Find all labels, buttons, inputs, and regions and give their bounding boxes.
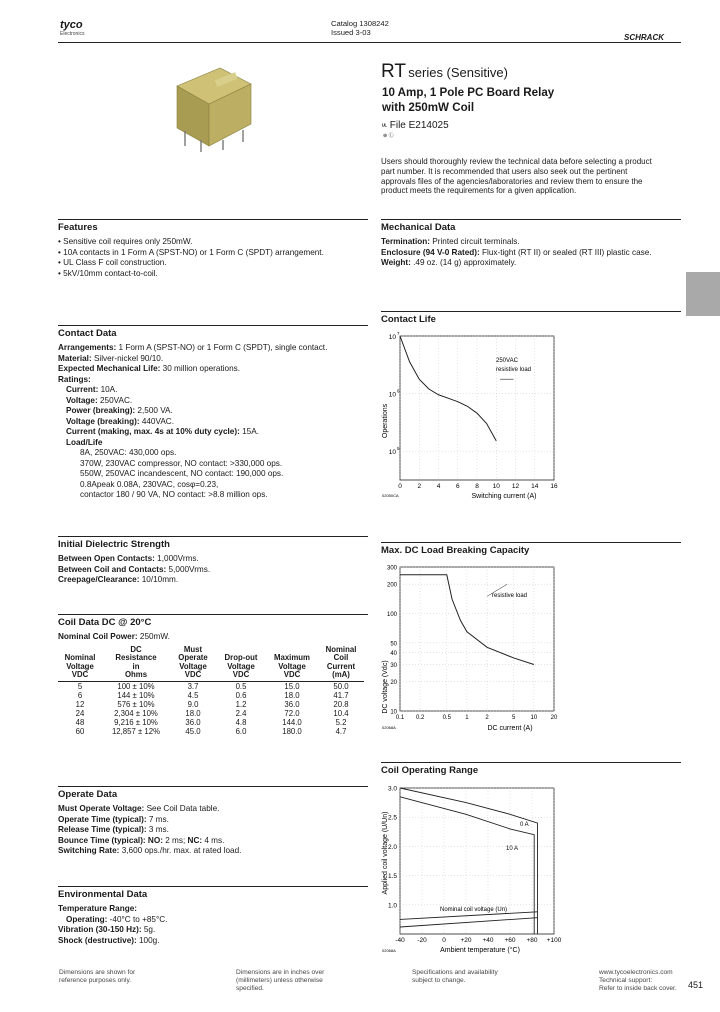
series-line [400,336,496,441]
feature-item: • 5kV/10mm contact-to-coil. [58,268,158,278]
col-dc-resistance: DC Resistance in Ohms [115,644,157,680]
coil-range-ylabel: Applied coil voltage (U/Un) [382,811,389,895]
dielectric-creepage: Creepage/Clearance: 10/10mm. [58,575,179,585]
intro-line: approvals files of the agencies/laboratories and review them to ensure the [381,176,643,186]
footer-reference: Dimensions are shown for reference purposes only. [59,969,136,985]
contact-ratings-label: Ratings: [58,374,91,384]
contact-material: Material: Silver-nickel 90/10. [58,353,164,363]
tick-exponent: 6 [397,388,400,394]
features-title: Features [58,222,98,233]
section-tab [686,272,720,316]
operate-time: Operate Time (typical): 7 ms. [58,814,169,824]
mechanical-data-section [381,219,681,269]
tick-label: +60 [504,937,516,944]
rating-voltage-breaking: Voltage (breaking): 440VAC. [66,416,174,426]
col-drop-out: Drop-out Voltage VDC [224,653,258,680]
tick-label: 1.0 [387,902,397,910]
rating-current: Current: 10A. [66,385,118,395]
tick-label: 4 [436,483,441,490]
tick-label: 0 [398,483,402,490]
csa-mark: ⊕ Ⓛ [383,133,394,139]
tick-label: -20 [417,937,427,944]
coil-range-chart [370,778,570,960]
coil-table-header [58,646,364,682]
dielectric-open-contacts: Between Open Contacts: 1,000Vrms. [58,554,199,564]
coil-nominal-power: Nominal Coil Power: 250mW. [58,632,170,642]
page-number: 451 [688,980,704,990]
tick-label: 16 [550,483,558,490]
feature-item: • 10A contacts in 1 Form A (SPST-NO) or 1 Form C (SPDT) arrangement. [58,247,324,257]
header-rule [58,42,681,43]
tick-label: +20 [460,937,472,944]
temperature-range: Temperature Range: [58,904,138,914]
tick-label: 10 [388,391,396,399]
brand-logo: tyco [60,19,83,31]
dielectric-section [58,536,368,586]
series-title [381,60,508,84]
termination: Termination: Printed circuit terminals. [381,237,520,247]
table-row: 6 144 ± 10% 4.5 0.6 18.0 41.7 [77,690,349,700]
rating-power: Power (breaking): 2,500 VA. [66,406,173,416]
intro-text [381,157,681,196]
contact-life-title: Contact Life [381,314,436,325]
tick-label: 20 [550,715,558,721]
col-coil-current: Nominal Coil Current (mA) [325,644,357,680]
tick-label: 12 [511,483,520,490]
tick-label: 0.2 [415,715,425,721]
catalog-info [331,20,389,37]
contact-mech-life: Expected Mechanical Life: 30 million operations. [58,364,241,374]
rating-current-making: Current (making, max. 4s at 10% duty cycle): 15A. [66,427,259,437]
table-row: 5 100 ± 10% 3.7 0.5 15.0 50.0 [77,681,349,691]
dc-capacity-ylabel: DC voltage (Vdc) [382,660,389,714]
operate-data-section [58,786,368,857]
table-row: 12 576 ± 10% 9.0 1.2 36.0 20.8 [75,699,349,709]
tick-label: 0.5 [442,715,451,721]
tick-label: 2 [417,483,422,490]
tick-label: 10 [390,709,397,716]
tick-label: 3.0 [387,785,397,793]
tick-label: 40 [390,650,397,657]
tick-label: +40 [482,937,494,944]
contact-life-label-2: resistive load [496,367,532,373]
load-life-item: 550W, 250VAC incandescent, NO contact: 190,000 ops. [80,469,284,479]
footer-website-link[interactable]: www.tycoelectronics.com [599,969,673,976]
coil-range-label-0a: 0 A [520,822,529,828]
coil-range-rule [381,762,681,776]
enclosure: Enclosure (94 V-0 Rated): Flux-tight (RT II) or sealed (RT III) plastic case. [381,247,652,257]
release-time: Release Time (typical): 3 ms. [58,825,169,835]
contact-arrangements: Arrangements: 1 Form A (SPST-NO) or 1 Form C (SPDT), single contact. [58,343,328,353]
coil-range-title: Coil Operating Range [381,765,479,776]
intro-line: Users should thoroughly review the technical data before selecting a product [381,157,652,166]
dielectric-title: Initial Dielectric Strength [58,539,170,550]
col-nominal-voltage: Nominal Voltage VDC [64,653,96,680]
tick-label: 1 [465,715,469,721]
tick-label: 0.1 [395,715,405,721]
schrack-logo: SCHRACK [624,33,664,42]
dielectric-coil-contacts: Between Coil and Contacts: 5,000Vrms. [58,564,211,574]
tick-label: +100 [546,937,562,944]
dc-capacity-chart [370,557,570,735]
contact-life-chart [370,326,570,504]
tick-label: 6 [455,483,460,490]
tick-label: 8 [475,483,479,490]
feature-item: • UL Class F coil construction. [58,258,167,268]
table-row: 24 2,304 ± 10% 18.0 2.4 72.0 10.4 [75,709,349,718]
rating-voltage: Voltage: 250VAC. [66,395,133,405]
load-life-label: Load/Life [66,437,103,447]
coil-range-label-nominal: Nominal coil voltage (Un) [440,907,508,913]
dc-capacity-label: resistive load [492,593,528,599]
features-section [58,219,368,279]
tick-exponent: 5 [397,446,400,452]
weight: Weight: .49 oz. (14 g) approximately. [381,258,517,268]
footer-specs: Specifications and availability subject to change. [412,969,498,985]
contact-data-title: Contact Data [58,328,117,339]
operating-temp: Operating: -40°C to +85°C. [66,914,168,924]
tick-label: 10 [530,715,538,721]
tick-label: 14 [531,483,539,490]
contact-life-xlabel: Switching current (A) [471,493,537,500]
dc-capacity-xlabel: DC current (A) [487,725,533,732]
product-line-1: 10 Amp, 1 Pole PC Board Relay [382,86,555,99]
contact-data-section [58,325,368,501]
contact-life-code: 02050CA [382,493,399,498]
vibration: Vibration (30-150 Hz): 5g. [58,925,156,935]
table-row: 60 12,857 ± 12% 45.0 6.0 180.0 4.7 [75,727,347,737]
tick-label: 50 [390,641,397,648]
load-life-item: contactor 180 / 90 VA, NO contact: >8.8 million ops. [80,490,268,500]
contact-life-ylabel: Operations [382,403,389,439]
operate-must-voltage: Must Operate Voltage: See Coil Data table. [58,804,220,814]
ul-file-number: File E214025 [389,120,449,131]
brand-subtitle: Electronics [60,31,85,37]
issue-date: Issued 3-03 [331,27,371,37]
contact-life-rule [381,311,681,325]
dc-capacity-title: Max. DC Load Breaking Capacity [381,545,530,556]
catalog-number: Catalog 1308242 [331,19,389,28]
environmental-section [58,886,368,946]
tick-label: 300 [386,565,397,572]
tick-label: 10 [388,449,396,457]
intro-line: product meets the requirements for a given application. [381,186,577,196]
tick-label: 0 [442,937,446,944]
switching-rate: Switching Rate: 3,600 ops./hr. max. at rated load. [58,846,242,856]
tick-label: 30 [390,662,397,669]
intro-line: part number. It is recommended that users also seek out the pertinent [381,166,628,176]
tick-label: -40 [395,937,405,944]
operate-data-title: Operate Data [58,789,118,800]
col-must-operate: Must Operate Voltage VDC [178,644,208,680]
load-life-item: 370W, 230VAC compressor, NO contact: >330,000 ops. [80,458,283,468]
coil-data-title: Coil Data DC @ 20°C [58,617,152,628]
contact-life-label: 250VAC [496,358,518,364]
tick-label: 10 [388,334,396,341]
tick-label: +80 [526,937,538,944]
tick-label: 200 [386,582,397,589]
product-line-2: with 250mW Coil [382,100,475,114]
load-life-item: 8A, 250VAC: 430,000 ops. [80,448,177,458]
footer-units: Dimensions are in inches over (millimeters) unless otherwise specified. [236,969,325,993]
shock: Shock (destructive): 100g. [58,935,160,945]
coil-data-table [58,646,364,736]
bounce-time: Bounce Time (typical): NO: 2 ms; NC: 4 ms. [58,835,225,845]
tick-exponent: 7 [397,331,400,336]
feature-item: • Sensitive coil requires only 250mW. [58,237,193,247]
mechanical-data-title: Mechanical Data [381,222,456,233]
footer-web: www.tycoelectronics.com Technical support: Refer to inside back cover. [599,969,677,993]
dc-capacity-rule [381,542,681,556]
coil-range-code: 02068A [382,948,396,953]
relay-image [165,58,260,153]
tick-label: 10 [492,483,500,490]
load-life-item: 0.8Apeak 0.08A, 230VAC, cosφ=0.23, [80,479,219,489]
tick-label: 2.5 [387,814,397,822]
series-line [400,918,538,927]
tick-label: 2 [485,715,489,721]
series-code: RT [381,61,406,82]
tick-label: 100 [386,612,397,619]
tick-label: 2.0 [387,843,397,851]
coil-range-xlabel: Ambient temperature (°C) [440,947,520,954]
tick-label: 20 [390,680,397,687]
col-max-voltage: Maximum Voltage VDC [274,653,310,680]
series-description: series (Sensitive) [408,65,508,80]
coil-data-section [58,614,368,736]
tick-label: 5 [512,715,516,721]
environmental-title: Environmental Data [58,889,148,900]
table-row: 48 9,216 ± 10% 36.0 4.8 144.0 5.2 [75,718,347,728]
ul-file [382,120,449,133]
tick-label: 1.5 [387,873,397,881]
dc-capacity-code: 02068A [382,725,396,730]
ul-logo: ᵁᴸ [382,124,387,130]
coil-range-label-10a: 10 A [506,846,519,852]
product-title [382,86,554,116]
